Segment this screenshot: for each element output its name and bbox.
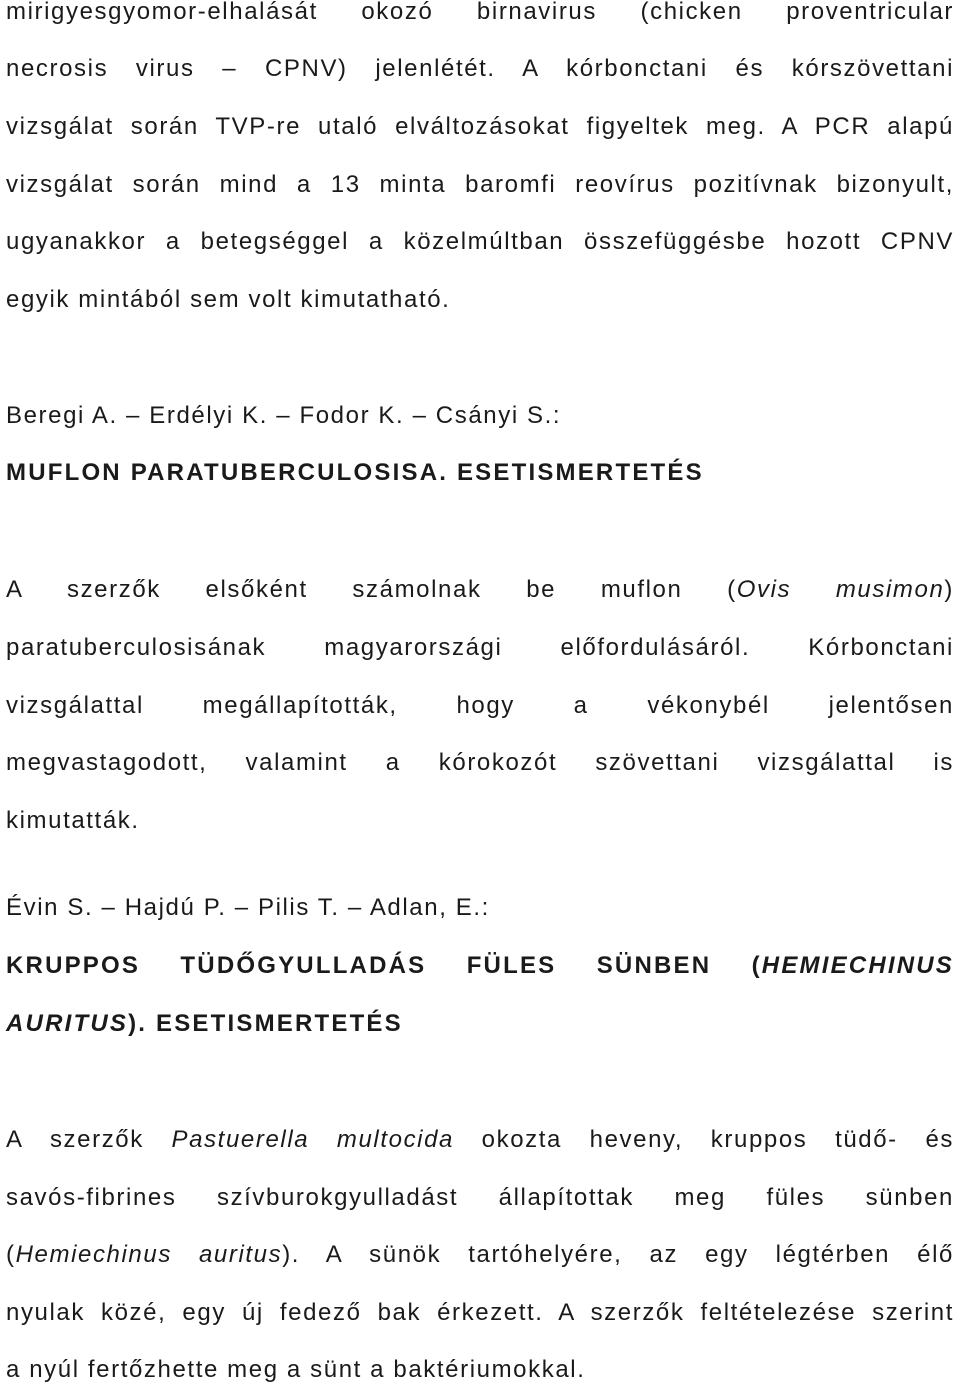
abstract-line: megvastagodott, valamint a kórokozót szövettani vizsgálattal is [6,749,954,776]
paragraph-line: mirigyesgyomor-elhalását okozó birnavirus (chicken proventricular [6,0,954,25]
abstract-text: ( [6,1241,16,1268]
title-species: AURITUS [6,1010,129,1037]
title-text: KRUPPOS TÜDŐGYULLADÁS FÜLES SÜNBEN ( [6,952,762,979]
abstract-line: nyulak közé, egy új fedező bak érkezett. A szerzők feltételezése szerint [6,1299,954,1326]
abstract-text: ). A sünök tartóhelyére, az egy légtérben élő [282,1241,954,1268]
abstract-text: ) [944,576,954,603]
abstract-text: A szerzők elsőként számolnak be muflon ( [6,576,737,603]
paragraph-line: egyik mintából sem volt kimutatható. [6,286,451,313]
abstract-line: a nyúl fertőzhette meg a sünt a baktériumokkal. [6,1356,586,1383]
article-authors: Beregi A. – Erdélyi K. – Fodor K. – Csányi S.: [6,402,562,429]
abstract-line: kimutatták. [6,807,140,834]
paragraph-line: ugyanakkor a betegséggel a közelmúltban összefüggésbe hozott CPNV [6,228,954,255]
title-species: HEMIECHINUS [761,952,954,979]
article-title-continued [6,1004,954,1044]
abstract-text: A szerzők [6,1126,172,1153]
abstract-line: paratuberculosisának magyarországi előfordulásáról. Kórbonctani [6,634,954,661]
paragraph-line: vizsgálat során TVP-re utaló elváltozásokat figyeltek meg. A PCR alapú [6,113,954,140]
article-title [6,946,954,986]
article-authors: Évin S. – Hajdú P. – Pilis T. – Adlan, E.: [6,894,490,921]
species-name: Ovis musimon [736,576,945,603]
paragraph-line: vizsgálat során mind a 13 minta baromfi reovírus pozitívnak bizonyult, [6,171,954,198]
species-name: Pastuerella multocida [171,1126,454,1153]
abstract-line: savós-fibrines szívburokgyulladást állapítottak meg füles sünben [6,1184,954,1211]
abstract-line [6,570,954,610]
abstract-line [6,1235,954,1275]
title-text: ). ESETISMERTETÉS [128,1010,403,1037]
article-title: MUFLON PARATUBERCULOSISA. ESETISMERTETÉS [6,459,704,486]
species-name: Hemiechinus auritus [15,1241,283,1268]
abstract-line: vizsgálattal megállapították, hogy a vékonybél jelentősen [6,692,954,719]
abstract-text: okozta heveny, kruppos tüdő- és [454,1126,954,1153]
paragraph-line: necrosis virus – CPNV) jelenlétét. A kórbonctani és kórszövettani [6,55,954,82]
abstract-line [6,1120,954,1160]
